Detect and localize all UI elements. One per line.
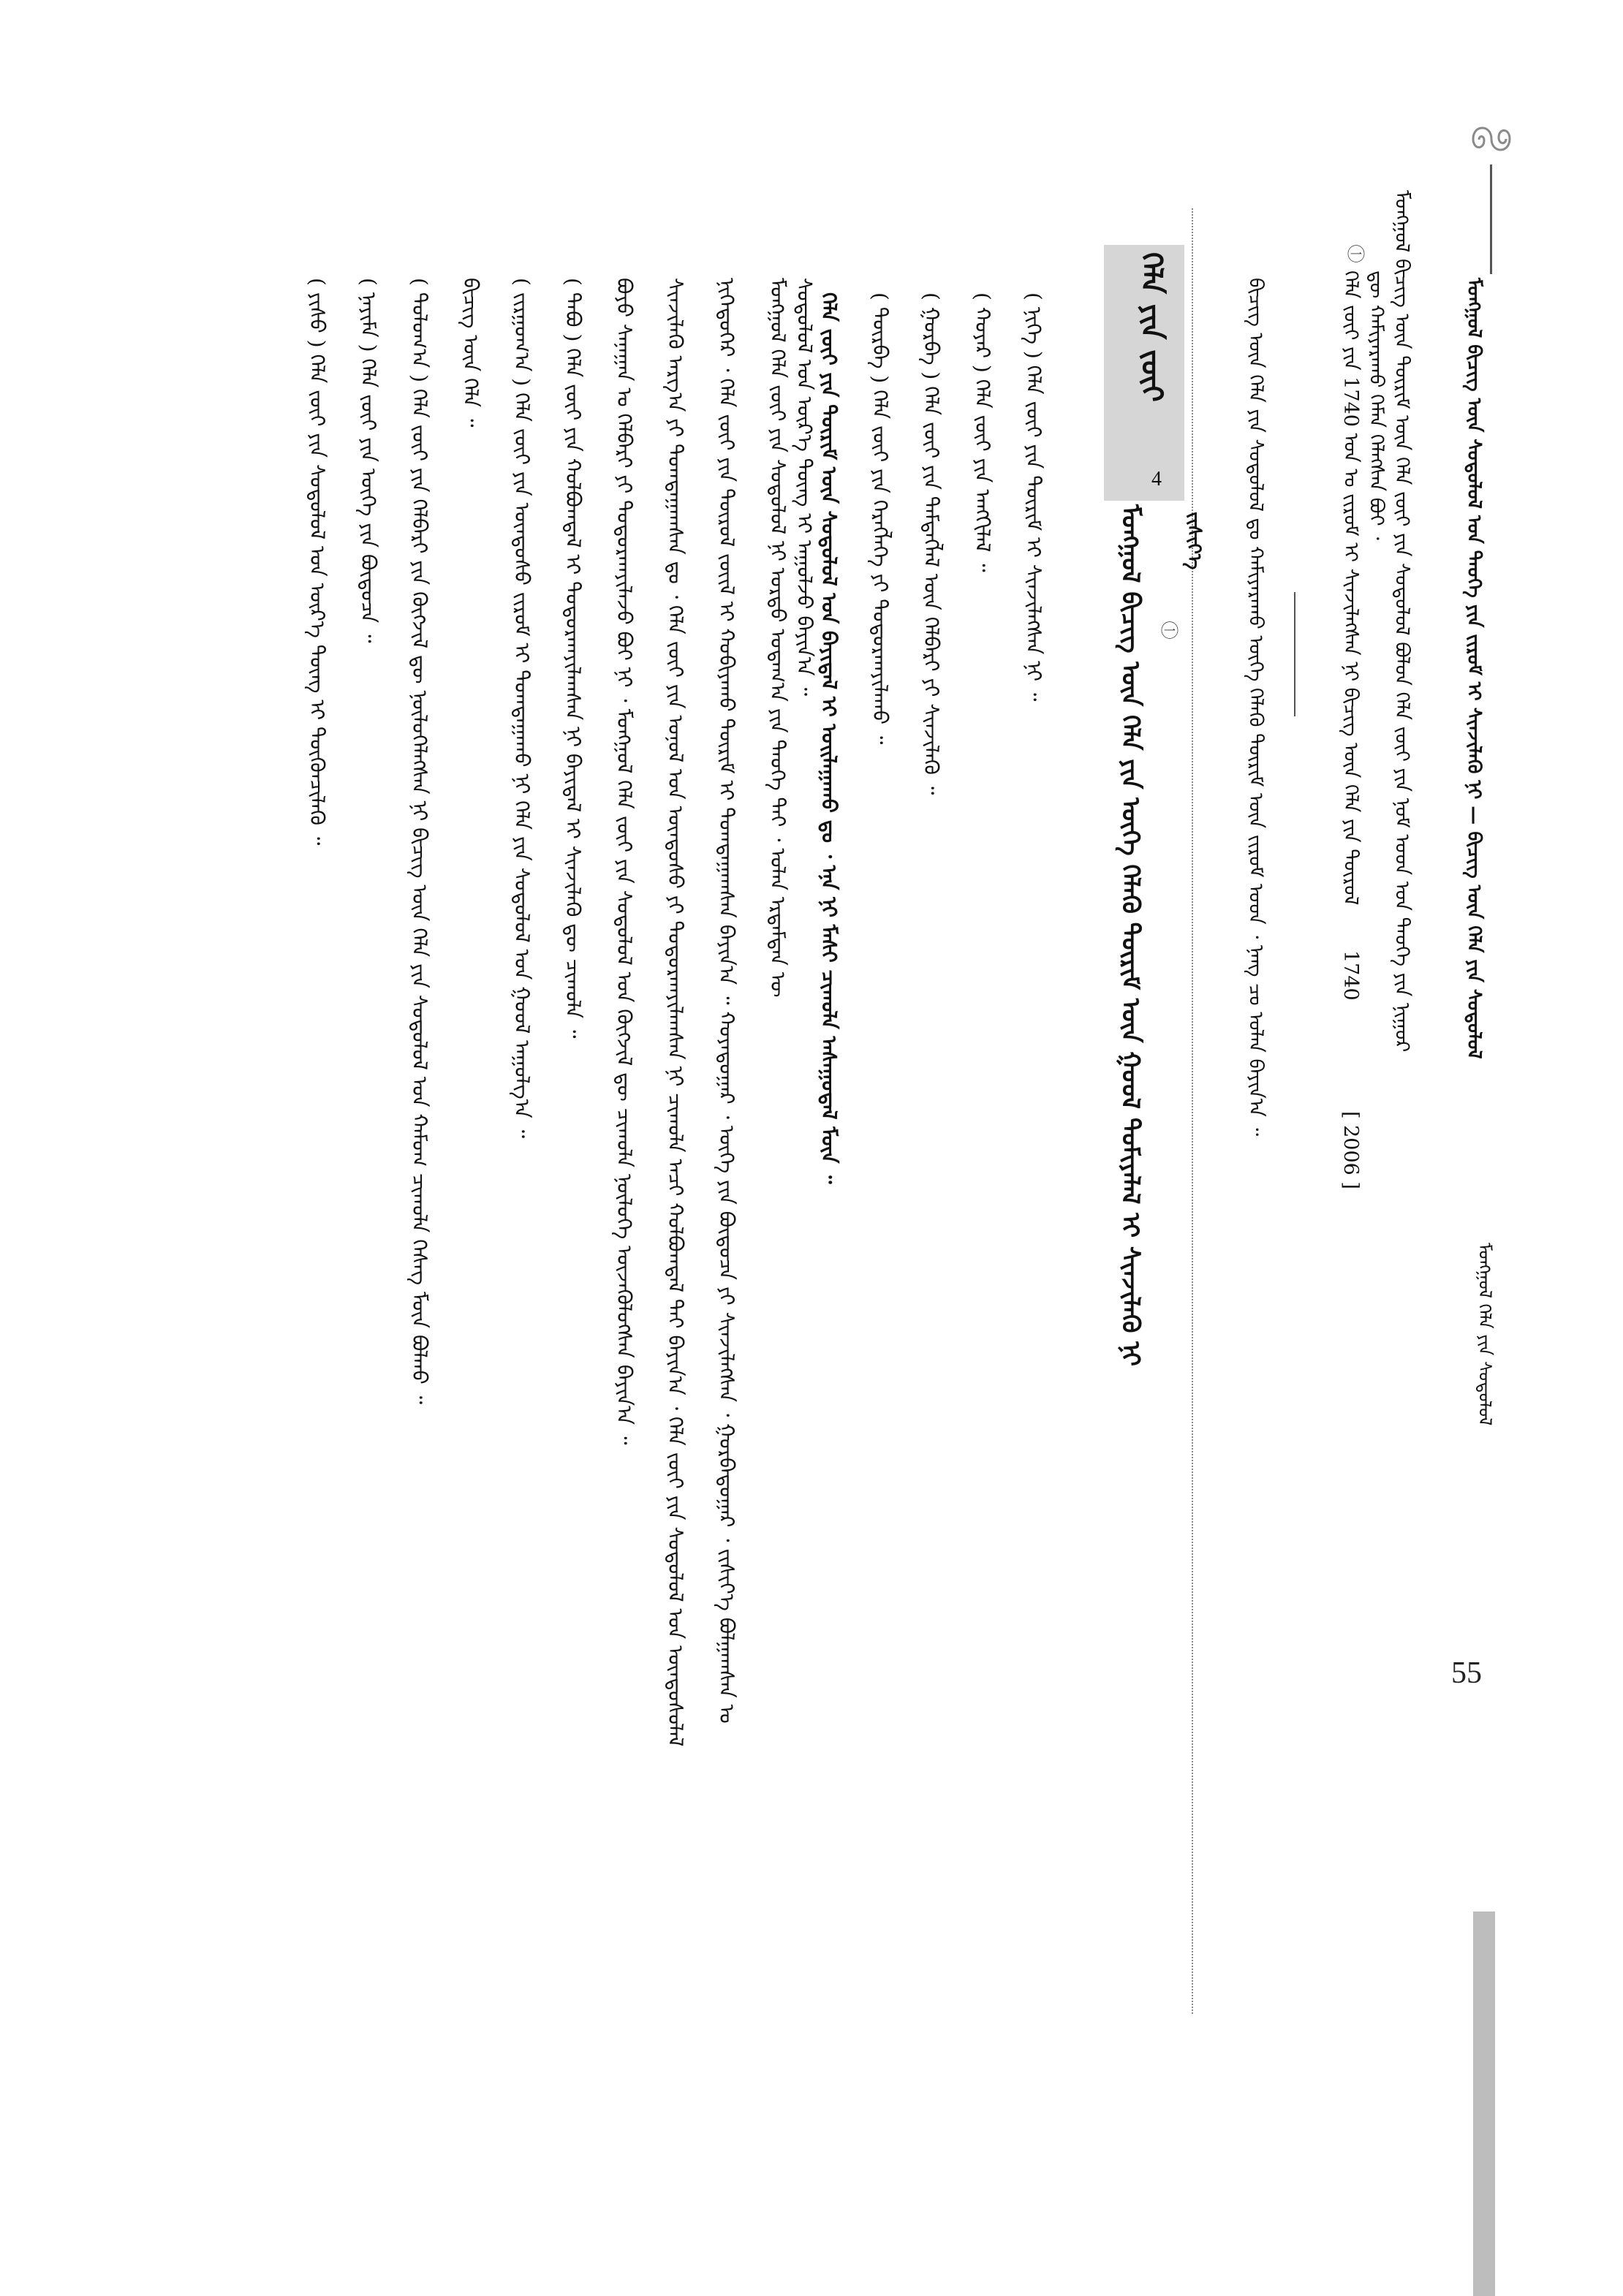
list-item: ( ᠨᠢᠭᠡ ) ᠬᠡᠯᠡ ᠵᠦᠢ ᠶᠢᠨ ᠳᠦᠷᠢᠮ ᠢ ᠰᠢᠨᠵᠢᠯᠡᠭᠰᠡᠨ ᠨᠢ ᠃ [1021, 292, 1046, 702]
footnote-line-3: ᠪᠢᠴᠢᠭ᠌ ᠦᠨ ᠬᠡᠯᠡ ᠶᠢᠨ ᠰᠤᠳᠤᠯᠤᠯ ᠳᠤ ᠬᠠᠮᠢᠶᠠᠷᠠᠬᠤ ᠦᠭᠡ ᠬᠡᠯᠡᠬᠦ ᠳᠦᠷᠢᠮ ᠦᠨ ᠵᠢᠷᠤᠮ ᠤᠳ ᠂ ᠨᠡᠩ ᠴᠤ ᠣᠯᠠᠨ ᠪᠠᠶᠢᠨ᠎ᠠ ᠃ [1244, 278, 1268, 1137]
subheading-footnote-marker: ㊀ [1161, 620, 1179, 641]
footnote-year: 1740 [1339, 950, 1363, 1001]
list-item: ( ᠨᠠᠶᠢᠮᠠ ) ᠬᠡᠯᠡ ᠵᠦᠢ ᠶᠢᠨ ᠦᠭᠡ ᠶᠢᠨ ᠪᠦᠲᠦᠴᠡ ᠃ [356, 278, 381, 643]
list-item: ( ᠲᠠᠪᠤ ) ᠬᠡᠯᠡ ᠵᠦᠢ ᠶᠢᠨ ᠬᠣᠯᠪᠣᠭᠳᠠᠯ ᠢ ᠲᠣᠳᠤᠷᠬᠠᠶᠢᠯᠠᠭᠰᠠᠨ ᠨᠢ ᠪᠠᠶᠢᠳᠠᠯ ᠢ ᠰᠢᠨᠵᠢᠯᠡᠬᠦ ᠳᠦ ᠴᠢᠬᠤᠯᠠ ᠃ [561, 278, 586, 1039]
list-item: ( ᠬᠣᠶᠠᠷ ) ᠬᠡᠯᠡ ᠵᠦᠢ ᠶᠢᠨ ᠠᠩᠭᠢᠯᠠᠯ ᠃ [970, 292, 995, 572]
footnote-marker-1: ㊀ [1347, 243, 1365, 265]
side-marker [1473, 1912, 1495, 2296]
section-number: 4 [1151, 468, 1162, 490]
footnote-reference: [ 2006 ] [1339, 1111, 1363, 1189]
header-rule [1490, 164, 1492, 274]
paragraph-lead: ᠬᠡᠯᠡ ᠵᠦᠢ ᠶᠢᠨ ᠳᠦᠷᠢᠮ ᠦᠨ ᠰᠤᠳᠤᠯᠤᠯ ᠤᠨ ᠪᠠᠶᠢᠳᠠᠯ ᠢ ᠣᠢᠯᠠᠭᠠᠬᠤ ᠳᠤ ᠂ ᠡᠨᠡ ᠨᠢ ᠮᠠᠰᠢ ᠴᠢᠬᠤᠯᠠ ᠠᠰᠠᠭᠤᠳᠠᠯ ᠮᠥᠨ ᠃ [817, 292, 841, 1184]
footnote-line-1: ᠮᠣᠩᠭᠤᠯ ᠪᠢᠴᠢᠭ᠌ ᠦᠨ ᠳᠦᠷᠢᠮ ᠦᠨ ᠬᠡᠯᠡ ᠵᠦᠢ ᠶᠢᠨ ᠰᠤᠳᠤᠯᠤᠯ ᠪᠤᠯᠤᠨ ᠬᠡᠯᠡ ᠵᠦᠢ ᠶᠢᠨ ᠨᠣᠮ ᠤᠳ ᠤᠨ ᠲᠡᠦᠬᠡ ᠶᠢᠨ ᠨᠢᠭᠤᠷ [1391, 190, 1414, 1053]
list-item: ( ᠳᠥᠷᠪᠡ ) ᠬᠡᠯᠡ ᠵᠦᠢ ᠶᠢᠨ ᠬᠡᠷᠡᠭᠯᠡᠭᠡ ᠶᠢ ᠲᠣᠳᠤᠷᠬᠠᠶᠢᠯᠠᠬᠤ ᠃ [868, 292, 893, 745]
running-head: ᠮᠣᠩᠭᠤᠯ ᠪᠢᠴᠢᠭ᠌ ᠦᠨ ᠰᠤᠳᠤᠯᠤᠯ ᠤᠨ ᠲᠡᠦᠬᠡ ᠶᠢᠨ ᠵᠢᠷᠤᠮ ᠢ ᠰᠢᠨᠵᠢᠯᠡᠬᠦ ᠨᠢ — ᠪᠢᠴᠢᠭ᠌ ᠦᠨ ᠬᠡᠯᠡ ᠶᠢᠨ ᠰᠤᠳᠤᠯᠤᠯ [1463, 278, 1486, 1059]
footnote-line-2: ᠬᠡᠯᠡ ᠵᠦᠢ ᠶᠢᠨ 1740 ᠣᠨ ᠤ ᠵᠢᠷᠤᠮ ᠢ ᠰᠢᠨᠵᠢᠯᠡᠭᠰᠡᠨ ᠨᠢ ᠪᠢᠴᠢᠭ᠌ ᠦᠨ ᠬᠡᠯᠡ ᠶᠢᠨ ᠲᠥᠷᠦᠯ ᠳᠦ ᠬᠠᠮᠢᠶᠠᠷᠠᠬᠤ ᠬᠡᠮᠡᠨ ᠬᠡᠯᠡᠭᠰᠡᠨ ᠪᠤᠢ ᠂ [1339, 270, 1388, 906]
list-item: ( ᠳᠣᠯᠣᠭ᠎ᠠ ) ᠬᠡᠯᠡ ᠵᠦᠢ ᠶᠢᠨ ᠬᠡᠯᠪᠡᠷᠢ ᠶᠢᠨ ᠬᠥᠭᠵᠢᠯ ᠳᠦ ᠨᠥᠯᠥᠭᠡᠯᠡᠭᠰᠡᠨ ᠨᠢ ᠪᠢᠴᠢᠭ᠌ ᠦᠨ ᠬᠡᠯᠡ ᠶᠢᠨ ᠰᠤᠳᠤᠯᠤᠯ ᠤᠨ ᠬᠠᠮᠤᠭ ᠴᠢᠬᠤᠯᠠ ᠬᠡᠰᠡᠭ ᠮᠥᠨ ᠪᠣᠯᠬᠤ ᠃ [407, 278, 432, 1405]
list-item: ( ᠭᠤᠷᠪᠠ ) ᠬᠡᠯᠡ ᠵᠦᠢ ᠶᠢᠨ ᠲᠡᠮᠳᠡᠭᠯᠡᠯ ᠦᠨ ᠬᠡᠯᠪᠡᠷᠢ ᠶᠢ ᠰᠢᠨᠵᠢᠯᠡᠬᠦ ᠃ [919, 292, 944, 795]
paragraph-line: ᠮᠣᠩᠭᠤᠯ ᠬᠡᠯᠡ ᠵᠦᠢ ᠶᠢᠨ ᠰᠤᠳᠤᠯᠤᠯ ᠨᠢ ᠤᠷᠲᠤ ᠤᠳᠠᠭ᠎ᠠ ᠶᠢᠨ ᠲᠡᠦᠬᠡ ᠲᠡᠢ ᠂ ᠣᠯᠠᠨ ᠡᠷᠳᠡᠮᠲᠡᠨ ᠦ ᠰᠤᠳᠤᠯᠤᠯ ᠤᠨ ᠦᠷ᠎ᠡ ᠳᠦᠩ ᠢ ᠠᠭᠤᠯᠵᠤ ᠪᠠᠶᠢᠨ᠎ᠠ ᠃ [765, 278, 817, 998]
section-heading: ᠬᠡᠯᠡ ᠶᠢᠨ ᠵᠦᠢ [1135, 252, 1169, 402]
paragraph-line: ᠨᠢᠭᠡᠳᠦᠭᠡᠷ ᠂ ᠬᠡᠯᠡ ᠵᠦᠢ ᠶᠢᠨ ᠲᠥᠷᠦᠯ ᠵᠦᠢᠯ ᠢ ᠬᠤᠪᠢᠶᠠᠬᠤ ᠳᠦᠷᠢᠮ ᠢ ᠲᠣᠭᠲᠠᠭᠠᠭᠰᠠᠨ ᠪᠠᠶᠢᠨ᠎ᠠ ᠃ ᠬᠣᠶᠠᠳᠤᠭᠠᠷ ᠂ ᠦᠭᠡ ᠶᠢᠨ ᠪᠦᠲᠦᠴᠡ ᠶᠢ ᠰᠢᠨᠵᠢᠯᠡᠭᠰᠡᠨ ᠂ ᠭᠤᠷᠪᠠᠳᠤᠭᠠᠷ ᠂ ᠵᠢᠱᠢᠶ᠎ᠡ ᠪᠤᠯᠭᠠᠭᠰᠠᠨ ᠤ [714, 278, 739, 1724]
paragraph-line: ᠪᠤᠶᠤ ᠰᠠᠨᠠᠭᠠᠨ ᠤ ᠬᠡᠯᠪᠡᠷᠢ ᠶᠢ ᠲᠣᠳᠤᠷᠬᠠᠶᠢᠯᠠᠵᠤ ᠪᠤᠢ ᠨᠢ ᠂ ᠮᠣᠩᠭᠤᠯ ᠬᠡᠯᠡ ᠵᠦᠢ ᠶᠢᠨ ᠰᠤᠳᠤᠯᠤᠯ ᠤᠨ ᠬᠥᠭᠵᠢᠯ ᠳᠦ ᠴᠢᠬᠤᠯᠠ ᠨᠥᠯᠥᠭᠡ ᠦᠵᠡᠭᠦᠯᠦᠭᠰᠡᠨ ᠪᠠᠶᠢᠨ᠎ᠠ ᠃ [612, 278, 637, 1445]
list-item: ᠪᠢᠴᠢᠭ᠌ ᠦᠨ ᠬᠡᠯᠡ ᠃ [458, 278, 483, 428]
page-number: 55 [1451, 1656, 1482, 1690]
footnote-dotted-rule [1192, 208, 1195, 2014]
paragraph-line: ᠰᠢᠨᠵᠢᠯᠡᠬᠦ ᠠᠷᠭ᠎ᠠ ᠶᠢ ᠲᠣᠭᠲᠠᠭᠠᠭᠰᠠᠨ ᠳᠤ ᠂ ᠬᠡᠯᠡ ᠵᠦᠢ ᠶᠢᠨ ᠣᠨᠣᠯ ᠤᠨ ᠦᠨᠳᠦᠰᠦ ᠶᠢ ᠲᠣᠳᠤᠷᠬᠠᠶᠢᠯᠠᠭᠰᠠᠨ ᠨᠢ ᠴᠢᠬᠤᠯᠠ ᠠᠴᠢ ᠬᠣᠯᠪᠣᠭᠳᠠᠯ ᠲᠠᠢ ᠪᠠᠶᠢᠨ᠎ᠠ ᠂ ᠬᠡᠯᠡ ᠵᠦᠢ ᠶᠢᠨ ᠰᠤᠳᠤᠯᠤᠯ ᠤᠨ ᠦᠨᠳᠦᠰᠦᠯᠡᠯ [663, 278, 688, 1747]
list-item: ( ᠶᠢᠰᠦ ) ᠬᠡᠯᠡ ᠵᠦᠢ ᠶᠢᠨ ᠰᠤᠳᠤᠯᠤᠯ ᠤᠨ ᠦᠷ᠎ᠡ ᠳᠦᠩ ᠢ ᠳᠦᠭᠦᠨᠴᠢᠯᠡᠬᠦ ᠃ [305, 278, 330, 846]
subheading: ᠮᠣᠩᠭᠤᠯ ᠪᠢᠴᠢᠭ᠌ ᠦᠨ ᠬᠡᠯᠡ ᠶᠢᠨ ᠦᠭᠡ ᠬᠡᠯᠡᠬᠦ ᠳᠦᠷᠢᠮ ᠦᠨ ᠭᠣᠣᠯ ᠲᠣᠮᠢᠶᠠᠯᠠᠯ ᠢ ᠰᠢᠨᠵᠢᠯᠡᠬᠦ ᠨᠢ [1115, 504, 1145, 1367]
scroll-ornament-icon [1466, 117, 1517, 161]
footnote-separator [1294, 592, 1295, 716]
subheading-prefix: ᠵᠢᠱᠢᠶ᠎ᠡ [1183, 512, 1205, 570]
book-title: ᠮᠣᠩᠭᠤᠯ ᠬᠡᠯᠡ ᠶᠢᠨ ᠰᠤᠳᠤᠯᠤᠯ [1475, 1243, 1495, 1426]
list-item: ( ᠵᠢᠷᠭᠤᠭ᠎ᠠ ) ᠬᠡᠯᠡ ᠵᠦᠢ ᠶᠢᠨ ᠦᠨᠳᠦᠰᠦ ᠵᠢᠷᠤᠮ ᠢ ᠲᠣᠭᠲᠠᠭᠠᠬᠤ ᠨᠢ ᠬᠡᠯᠡ ᠶᠢᠨ ᠰᠤᠳᠤᠯᠤᠯ ᠤᠨ ᠭᠣᠣᠯ ᠠᠭᠤᠯᠭ᠎ᠠ ᠃ [510, 278, 534, 1139]
